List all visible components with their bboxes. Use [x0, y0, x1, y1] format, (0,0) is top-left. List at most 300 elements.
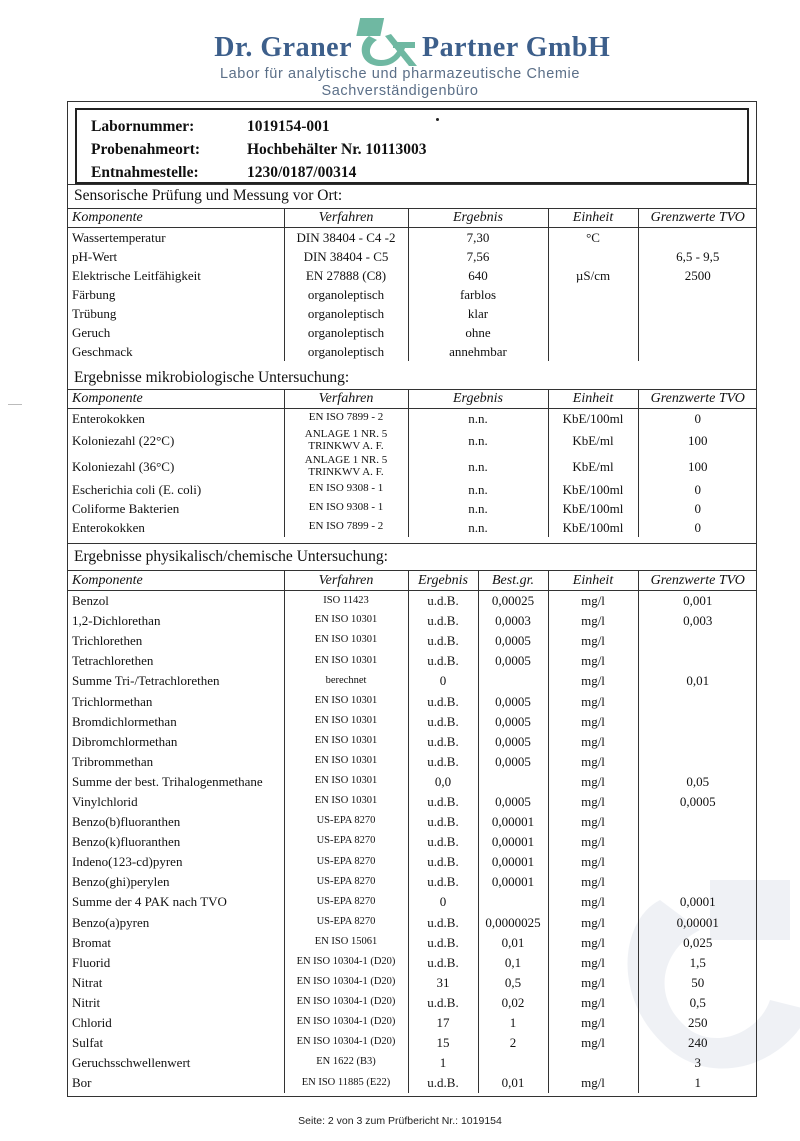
- cell-unit: mg/l: [548, 731, 638, 751]
- cell-limit: [638, 731, 757, 751]
- table-header-row: [68, 209, 757, 228]
- sensory-table: [68, 208, 757, 361]
- cell-unit: °C: [548, 228, 638, 247]
- header-detection-limit: Best.gr.: [478, 571, 548, 591]
- cell-component: Geruchsschwellenwert: [72, 1055, 191, 1071]
- cell-unit: mg/l: [548, 671, 638, 691]
- cell-result: 0: [408, 671, 478, 691]
- cell-result: n.n.: [408, 480, 548, 499]
- cell-unit: [548, 1053, 638, 1073]
- cell-limit: 0,05: [638, 771, 757, 791]
- cell-unit: [548, 285, 638, 304]
- cell-component: Tetrachlorethen: [72, 653, 154, 669]
- cell-method: EN ISO 10304-1 (D20): [284, 992, 408, 1012]
- cell-method: EN ISO 10301: [284, 611, 408, 631]
- table-row: [68, 912, 757, 932]
- table-row: [68, 751, 757, 771]
- cell-result: 0,0: [408, 771, 478, 791]
- cell-limit: [638, 812, 757, 832]
- cell-result: u.d.B.: [408, 731, 478, 751]
- cell-component: Tribrommethan: [72, 753, 154, 769]
- method-line-2: TRINKWV A. F.: [308, 465, 384, 478]
- cell-result: 17: [408, 1012, 478, 1032]
- cell-detection-limit: [478, 1053, 548, 1073]
- method-line: ANLAGE 1 NR. 5: [304, 427, 388, 440]
- cell-limit: 100: [638, 454, 757, 480]
- microbiology-table: [68, 389, 757, 537]
- cell-method: US-EPA 8270: [284, 872, 408, 892]
- cell-detection-limit: 2: [478, 1033, 548, 1053]
- cell-detection-limit: 0,5: [478, 972, 548, 992]
- cell-method: [284, 409, 408, 428]
- cell-result: u.d.B.: [408, 992, 478, 1012]
- cell-limit: 0: [638, 518, 757, 537]
- cell-result: ohne: [408, 323, 548, 342]
- cell-method: US-EPA 8270: [284, 912, 408, 932]
- cell-unit: mg/l: [548, 952, 638, 972]
- cell-result: 7,56: [408, 247, 548, 266]
- cell-unit: mg/l: [548, 892, 638, 912]
- cell-unit: mg/l: [548, 751, 638, 771]
- table-header-row: [68, 390, 757, 409]
- cell-component: Enterokokken: [72, 410, 145, 426]
- cell-result: u.d.B.: [408, 591, 478, 611]
- cell-method: EN ISO 10301: [284, 751, 408, 771]
- cell-limit: [638, 711, 757, 731]
- header-result: Ergebnis: [408, 571, 478, 591]
- cell-method: [284, 428, 408, 454]
- cell-method: EN ISO 10301: [284, 711, 408, 731]
- lab-number-label: Labornummer:: [91, 118, 195, 135]
- cell-detection-limit: [478, 892, 548, 912]
- cell-method: DIN 38404 - C5: [284, 247, 408, 266]
- table-row: [68, 671, 757, 691]
- cell-result: u.d.B.: [408, 912, 478, 932]
- cell-limit: 0,0005: [638, 791, 757, 811]
- cell-unit: mg/l: [548, 852, 638, 872]
- cell-component: 1,2-Dichlorethan: [72, 613, 161, 629]
- cell-limit: 250: [638, 1012, 757, 1032]
- cell-limit: [638, 832, 757, 852]
- cell-result: n.n.: [408, 499, 548, 518]
- cell-result: u.d.B.: [408, 932, 478, 952]
- sample-info-box: [75, 108, 749, 184]
- cell-result: u.d.B.: [408, 952, 478, 972]
- method-line: ANLAGE 1 NR. 5: [304, 453, 388, 466]
- cell-unit: µS/cm: [548, 266, 638, 285]
- cell-method: organoleptisch: [284, 285, 408, 304]
- cell-component: Dibromchlormethan: [72, 733, 178, 749]
- cell-result: n.n.: [408, 428, 548, 454]
- table-row: [68, 454, 757, 480]
- header-unit: Einheit: [548, 209, 638, 228]
- cell-method: US-EPA 8270: [284, 852, 408, 872]
- cell-method: EN ISO 15061: [284, 932, 408, 952]
- cell-detection-limit: 0,0003: [478, 611, 548, 631]
- cell-unit: [548, 323, 638, 342]
- cell-limit: [638, 228, 757, 247]
- cell-result: 15: [408, 1033, 478, 1053]
- cell-detection-limit: 0,0005: [478, 651, 548, 671]
- method-line-2: TRINKWV A. F.: [308, 439, 384, 452]
- scan-mark: [8, 404, 22, 405]
- cell-method: EN 1622 (B3): [284, 1053, 408, 1073]
- method-line: EN ISO 9308 - 1: [308, 482, 384, 495]
- section-title-chemistry: Ergebnisse physikalisch/chemische Untersuchung:: [74, 548, 388, 565]
- table-row: [68, 1033, 757, 1053]
- cell-unit: mg/l: [548, 651, 638, 671]
- divider: [68, 184, 757, 185]
- ampersand-logo-icon: [355, 14, 419, 70]
- table-row: [68, 323, 757, 342]
- cell-limit: 0,00001: [638, 912, 757, 932]
- company-subtitle: Labor für analytische und pharmazeutische Chemie: [219, 66, 581, 82]
- cell-limit: 1: [638, 1073, 757, 1093]
- cell-detection-limit: 1: [478, 1012, 548, 1032]
- cell-unit: KbE/100ml: [548, 518, 638, 537]
- cell-component: Geruch: [72, 324, 111, 340]
- page-footer: Seite: 2 von 3 zum Prüfbericht Nr.: 1019154: [298, 1115, 502, 1127]
- cell-method: US-EPA 8270: [284, 892, 408, 912]
- cell-detection-limit: 0,0005: [478, 731, 548, 751]
- cell-unit: KbE/100ml: [548, 409, 638, 428]
- cell-component: Bromat: [72, 934, 111, 950]
- cell-result: 0: [408, 892, 478, 912]
- cell-result: u.d.B.: [408, 691, 478, 711]
- letterhead: [0, 8, 800, 100]
- section-title-microbiology: Ergebnisse mikrobiologische Untersuchung:: [74, 369, 350, 386]
- cell-unit: mg/l: [548, 932, 638, 952]
- cell-method: organoleptisch: [284, 323, 408, 342]
- cell-method: EN ISO 10301: [284, 791, 408, 811]
- cell-component: Geschmack: [72, 343, 133, 359]
- cell-result: 1: [408, 1053, 478, 1073]
- cell-result: n.n.: [408, 409, 548, 428]
- cell-component: Enterokokken: [72, 519, 145, 535]
- cell-detection-limit: 0,0005: [478, 751, 548, 771]
- cell-method: berechnet: [284, 671, 408, 691]
- cell-limit: 0,0001: [638, 892, 757, 912]
- cell-detection-limit: 0,00001: [478, 812, 548, 832]
- cell-method: US-EPA 8270: [284, 832, 408, 852]
- cell-unit: mg/l: [548, 711, 638, 731]
- header-method: Verfahren: [284, 571, 408, 591]
- cell-component: Benzo(a)pyren: [72, 914, 150, 930]
- cell-result: u.d.B.: [408, 711, 478, 731]
- cell-method: EN ISO 10301: [284, 631, 408, 651]
- cell-unit: mg/l: [548, 771, 638, 791]
- cell-limit: 0,003: [638, 611, 757, 631]
- cell-limit: 0,025: [638, 932, 757, 952]
- cell-unit: mg/l: [548, 872, 638, 892]
- cell-unit: [548, 342, 638, 361]
- cell-component: Benzol: [72, 593, 109, 609]
- company-name-right: Partner GmbH: [422, 32, 611, 63]
- table-row: [68, 952, 757, 972]
- cell-result: u.d.B.: [408, 852, 478, 872]
- header-component: Komponente: [68, 571, 284, 591]
- table-row: [68, 285, 757, 304]
- header-limit: Grenzwerte TVO: [638, 209, 757, 228]
- divider: [68, 543, 757, 544]
- table-row: [68, 731, 757, 751]
- cell-detection-limit: 0,0005: [478, 631, 548, 651]
- table-row: [68, 1012, 757, 1032]
- cell-result: u.d.B.: [408, 1073, 478, 1093]
- cell-component: Nitrit: [72, 994, 101, 1010]
- cell-limit: [638, 285, 757, 304]
- cell-component: Summe der 4 PAK nach TVO: [72, 894, 227, 910]
- table-row: [68, 228, 757, 247]
- cell-limit: [638, 304, 757, 323]
- cell-limit: [638, 751, 757, 771]
- cell-component: Bor: [72, 1075, 92, 1091]
- table-row: [68, 1073, 757, 1093]
- cell-component: Benzo(k)fluoranthen: [72, 834, 181, 850]
- cell-component: Trübung: [72, 305, 117, 321]
- table-header-row: [68, 571, 757, 591]
- cell-detection-limit: 0,1: [478, 952, 548, 972]
- cell-result: u.d.B.: [408, 832, 478, 852]
- cell-detection-limit: 0,00001: [478, 832, 548, 852]
- cell-result: n.n.: [408, 518, 548, 537]
- header-method: Verfahren: [284, 209, 408, 228]
- cell-limit: 0: [638, 480, 757, 499]
- cell-limit: 240: [638, 1033, 757, 1053]
- cell-result: u.d.B.: [408, 791, 478, 811]
- cell-limit: 0,01: [638, 671, 757, 691]
- cell-result: klar: [408, 304, 548, 323]
- cell-limit: 2500: [638, 266, 757, 285]
- cell-detection-limit: 0,00025: [478, 591, 548, 611]
- table-row: [68, 932, 757, 952]
- header-component: Komponente: [68, 209, 284, 228]
- header-result: Ergebnis: [408, 209, 548, 228]
- cell-method: EN ISO 10304-1 (D20): [284, 972, 408, 992]
- cell-detection-limit: 0,0005: [478, 691, 548, 711]
- cell-detection-limit: 0,0005: [478, 711, 548, 731]
- cell-limit: [638, 872, 757, 892]
- cell-unit: mg/l: [548, 992, 638, 1012]
- table-row: [68, 247, 757, 266]
- table-row: [68, 266, 757, 285]
- cell-component: Elektrische Leitfähigkeit: [72, 267, 201, 283]
- method-line: EN ISO 7899 - 2: [308, 520, 384, 533]
- cell-limit: [638, 651, 757, 671]
- cell-method: organoleptisch: [284, 304, 408, 323]
- table-row: [68, 1053, 757, 1073]
- header-unit: Einheit: [548, 390, 638, 409]
- cell-method: DIN 38404 - C4 -2: [284, 228, 408, 247]
- cell-component: Nitrat: [72, 974, 103, 990]
- table-row: [68, 832, 757, 852]
- cell-method: EN ISO 10304-1 (D20): [284, 952, 408, 972]
- cell-detection-limit: 0,00001: [478, 852, 548, 872]
- table-row: [68, 711, 757, 731]
- cell-component: Chlorid: [72, 1015, 112, 1031]
- cell-unit: mg/l: [548, 631, 638, 651]
- cell-unit: mg/l: [548, 832, 638, 852]
- cell-unit: mg/l: [548, 691, 638, 711]
- header-method: Verfahren: [284, 390, 408, 409]
- table-row: [68, 631, 757, 651]
- cell-component: Summe der best. Trihalogenmethane: [72, 773, 263, 789]
- cell-limit: [638, 691, 757, 711]
- cell-unit: KbE/ml: [548, 428, 638, 454]
- table-row: [68, 611, 757, 631]
- cell-detection-limit: [478, 671, 548, 691]
- table-row: [68, 499, 757, 518]
- table-row: [68, 342, 757, 361]
- header-result: Ergebnis: [408, 390, 548, 409]
- cell-limit: 0: [638, 409, 757, 428]
- cell-limit: [638, 852, 757, 872]
- cell-method: [284, 480, 408, 499]
- cell-result: 7,30: [408, 228, 548, 247]
- table-row: [68, 992, 757, 1012]
- method-line: EN ISO 7899 - 2: [308, 411, 384, 424]
- cell-method: EN ISO 10301: [284, 651, 408, 671]
- cell-limit: 50: [638, 972, 757, 992]
- table-row: [68, 972, 757, 992]
- cell-method: EN ISO 10304-1 (D20): [284, 1033, 408, 1053]
- sampling-place-label: Probenahmeort:: [91, 141, 201, 158]
- cell-unit: mg/l: [548, 1033, 638, 1053]
- cell-result: u.d.B.: [408, 812, 478, 832]
- cell-result: farblos: [408, 285, 548, 304]
- cell-method: EN ISO 10301: [284, 731, 408, 751]
- cell-unit: mg/l: [548, 1012, 638, 1032]
- cell-limit: 1,5: [638, 952, 757, 972]
- cell-component: Coliforme Bakterien: [72, 500, 180, 516]
- cell-unit: mg/l: [548, 912, 638, 932]
- cell-method: [284, 518, 408, 537]
- cell-component: Benzo(b)fluoranthen: [72, 814, 181, 830]
- cell-result: u.d.B.: [408, 631, 478, 651]
- cell-limit: 0: [638, 499, 757, 518]
- header-component: Komponente: [68, 390, 284, 409]
- table-row: [68, 304, 757, 323]
- cell-component: Summe Tri-/Tetrachlorethen: [72, 673, 220, 689]
- cell-limit: 3: [638, 1053, 757, 1073]
- cell-result: u.d.B.: [408, 751, 478, 771]
- table-row: [68, 409, 757, 428]
- cell-result: 31: [408, 972, 478, 992]
- cell-component: Benzo(ghi)perylen: [72, 874, 170, 890]
- table-row: [68, 892, 757, 912]
- cell-component: pH-Wert: [72, 248, 118, 264]
- sampling-place-value: Hochbehälter Nr. 10113003: [247, 141, 427, 158]
- cell-method: [284, 499, 408, 518]
- table-row: [68, 872, 757, 892]
- cell-component: Koloniezahl (36°C): [72, 459, 175, 474]
- table-row: [68, 791, 757, 811]
- cell-component: Vinylchlorid: [72, 793, 138, 809]
- cell-unit: mg/l: [548, 1073, 638, 1093]
- cell-detection-limit: [478, 771, 548, 791]
- table-row: [68, 518, 757, 537]
- cell-unit: KbE/ml: [548, 454, 638, 480]
- table-row: [68, 691, 757, 711]
- cell-component: Escherichia coli (E. coli): [72, 481, 202, 497]
- cell-result: u.d.B.: [408, 611, 478, 631]
- cell-detection-limit: 0,01: [478, 932, 548, 952]
- section-title-sensory: Sensorische Prüfung und Messung vor Ort:: [74, 187, 343, 204]
- cell-component: Indeno(123-cd)pyren: [72, 854, 183, 870]
- table-row: [68, 480, 757, 499]
- cell-result: u.d.B.: [408, 651, 478, 671]
- company-name-left: Dr. Graner: [214, 32, 352, 63]
- lab-number-value: 1019154-001: [247, 118, 330, 135]
- cell-detection-limit: 0,0000025: [478, 912, 548, 932]
- cell-result: 640: [408, 266, 548, 285]
- header-unit: Einheit: [548, 571, 638, 591]
- header-limit: Grenzwerte TVO: [638, 571, 757, 591]
- cell-component: Trichlormethan: [72, 693, 153, 709]
- cell-limit: [638, 342, 757, 361]
- cell-detection-limit: 0,01: [478, 1073, 548, 1093]
- cell-component: Wassertemperatur: [72, 229, 166, 245]
- cell-method: EN ISO 10301: [284, 691, 408, 711]
- cell-method: EN 27888 (C8): [284, 266, 408, 285]
- cell-component: Sulfat: [72, 1035, 104, 1051]
- cell-result: u.d.B.: [408, 872, 478, 892]
- cell-unit: mg/l: [548, 791, 638, 811]
- cell-limit: 0,5: [638, 992, 757, 1012]
- cell-method: EN ISO 11885 (E22): [284, 1073, 408, 1093]
- cell-component: Fluorid: [72, 954, 111, 970]
- table-row: [68, 591, 757, 611]
- cell-method: US-EPA 8270: [284, 812, 408, 832]
- cell-unit: [548, 247, 638, 266]
- table-row: [68, 812, 757, 832]
- cell-method: EN ISO 10301: [284, 771, 408, 791]
- chemistry-table: [68, 570, 757, 1093]
- table-row: [68, 651, 757, 671]
- cell-component: Koloniezahl (22°C): [72, 433, 175, 448]
- sampling-point-label: Entnahmestelle:: [91, 164, 199, 181]
- company-subtitle-2: Sachverständigenbüro: [321, 83, 479, 99]
- cell-detection-limit: 0,00001: [478, 872, 548, 892]
- method-line: EN ISO 9308 - 1: [308, 501, 384, 514]
- cell-method: EN ISO 10304-1 (D20): [284, 1012, 408, 1032]
- cell-unit: mg/l: [548, 972, 638, 992]
- cell-method: ISO 11423: [284, 591, 408, 611]
- cell-limit: 100: [638, 428, 757, 454]
- table-row: [68, 428, 757, 454]
- cell-component: Trichlorethen: [72, 633, 143, 649]
- table-row: [68, 852, 757, 872]
- table-row: [68, 771, 757, 791]
- cell-limit: 0,001: [638, 591, 757, 611]
- cell-limit: [638, 631, 757, 651]
- sampling-point-value: 1230/0187/00314: [247, 164, 357, 181]
- cell-unit: KbE/100ml: [548, 499, 638, 518]
- cell-component: Färbung: [72, 286, 116, 302]
- cell-limit: [638, 323, 757, 342]
- cell-unit: mg/l: [548, 611, 638, 631]
- cell-detection-limit: 0,0005: [478, 791, 548, 811]
- cell-method: [284, 454, 408, 480]
- cell-component: Bromdichlormethan: [72, 713, 177, 729]
- cell-unit: mg/l: [548, 812, 638, 832]
- cell-unit: [548, 304, 638, 323]
- cell-result: n.n.: [408, 454, 548, 480]
- cell-method: organoleptisch: [284, 342, 408, 361]
- cell-unit: mg/l: [548, 591, 638, 611]
- cell-limit: 6,5 - 9,5: [638, 247, 757, 266]
- header-limit: Grenzwerte TVO: [638, 390, 757, 409]
